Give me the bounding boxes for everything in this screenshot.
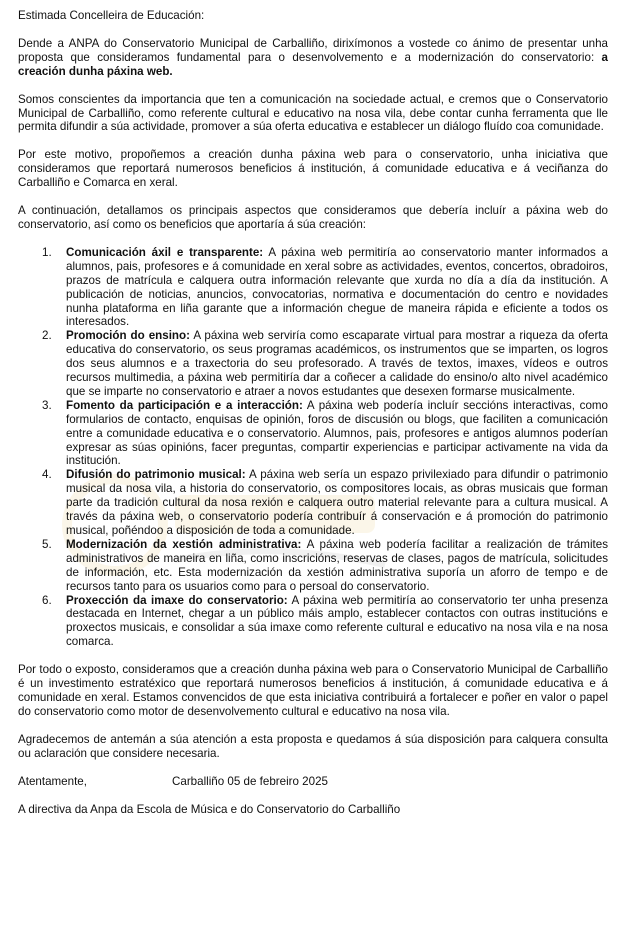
salutation: Estimada Concelleira de Educación: <box>18 9 205 22</box>
list-item <box>18 468 608 538</box>
item-text: A páxina web permitiría ao conservatorio ter unha presenza destacada en Internet, chegar a un público máis amplo, establecer contactos con outras institucións e proxectos musicais, e consolidar a súa imaxe como referente cultural e educativo na nosa vila e na nosa comarca. <box>66 593 609 649</box>
paragraph-5: Por todo o exposto, consideramos que a creación dunha páxina web para o Conservatorio Municipal de Carballiño é un investimento estratéxico que reportará numerosos beneficios á institución, á comunidade educativa e á comunidade en xeral. Estamos convencidos de que esta iniciativa contribuirá a fortalecer e poñer en valor o papel do conservatorio como motor de desenvolvemento cultural e educativo na nosa vila. <box>18 663 608 718</box>
letter-page <box>18 9 608 816</box>
item-number: 3. <box>42 398 52 412</box>
closing-row <box>18 775 608 789</box>
paragraph-6: Agradecemos de antemán a súa atención a esta proposta e quedamos á súa disposición para calquera consulta ou aclaración que considere necesaria. <box>18 732 608 760</box>
item-text: A páxina web podería facilitar a realización de trámites administrativos de maneira en liña, como inscricións, reservas de clases, pagos de matrícula, solicitudes de información, etc. Esta modernización da xestión administrativa suporía un aforro de tempo e de recursos tanto para os usuarios como para o persoal do conservatorio. <box>66 537 608 593</box>
list-item <box>18 399 608 469</box>
item-title: Modernización da xestión administrativa: <box>66 537 302 551</box>
item-text: A páxina web sería un espazo privilexiado para difundir o patrimonio musical da nosa vila, a historia do conservatorio, os compositores locais, as obras musicais que forman parte da tradición cultural da nosa rexión e calquera outro material relevante para a cultura musical. A través da páxina web, o conservatorio podería contribuír á conservación e á promoción do patrimonio musical, poñéndoo a disposición de toda a comunidade. <box>66 468 608 537</box>
list-item <box>18 329 608 399</box>
list-item <box>18 246 608 329</box>
item-number: 4. <box>42 468 52 482</box>
closing: Atentamente, <box>18 774 87 788</box>
item-title: Fomento da participación e a interacción: <box>66 398 303 412</box>
intro-text: Dende a ANPA do Conservatorio Municipal de Carballiño, dirixímonos a vostede co ánimo de presentar unha proposta que consideramos fundamental para o desenvolvemento e a modernización do conservatorio: <box>18 36 608 64</box>
paragraph-3: Por este motivo, propoñemos a creación dunha páxina web para o conservatorio, unha iniciativa que consideramos que reportará numerosos beneficios á institución, á comunidade educativa e á veciñanza do Carballiño e Comarca en xeral. <box>18 148 608 190</box>
paragraph-2: Somos conscientes da importancia que ten a comunicación na sociedade actual, e cremos que o Conservatorio Municipal de Carballiño, como referente cultural e educativo na nosa vila, debe contar cunha ferramenta que lle permita difundir a súa actividade, promover a súa oferta educativa e establecer un diálogo fluído coa comunidade. <box>18 92 608 134</box>
item-title: Proxección da imaxe do conservatorio: <box>66 593 288 607</box>
item-number: 5. <box>42 537 52 551</box>
place-date: Carballiño 05 de febreiro 2025 <box>172 774 328 788</box>
item-number: 1. <box>42 245 52 259</box>
item-text: A páxina web podería incluír seccións interactivas, como formularios de contacto, enquisas de opinión, foros de discusión ou blogs, que faciliten a comunicación entre a comunidade educativa e o conservatorio. Alumnos, pais, profesores e antigos alumnos poderían expresar as súas opinións, facer preguntas, compartir experiencias e participar activamente na vida da institución. <box>66 398 608 468</box>
benefits-list <box>18 246 608 649</box>
intro-bold: a creación dunha páxina web. <box>18 50 608 78</box>
intro-paragraph <box>18 37 608 79</box>
signature: A directiva da Anpa da Escola de Música e do Conservatorio do Carballiño <box>18 802 401 816</box>
list-item <box>18 594 608 650</box>
paragraph-4: A continuación, detallamos os principais aspectos que consideramos que debería incluír a páxina web do conservatorio, así como os beneficios que aportaría á súa creación: <box>18 204 608 231</box>
item-title: Comunicación áxil e transparente: <box>66 245 264 259</box>
item-number: 2. <box>42 329 52 343</box>
item-title: Difusión do patrimonio musical: <box>66 468 246 482</box>
item-title: Promoción do ensino: <box>66 329 190 343</box>
item-number: 6. <box>42 593 52 607</box>
list-item <box>18 538 608 594</box>
item-text: A páxina web serviría como escaparate virtual para mostrar a riqueza da oferta educativa do conservatorio, os seus programas académicos, os instrumentos que se imparten, os logros dos seus alumnos e a traxectoria do seu profesorado. A través de textos, imaxes, vídeos e outros recursos multimedia, a páxina web permitiría dar a coñecer a calidade do ensino/o alto nivel académico que se imparte no conservatorio e atraer a novos estudantes que desexen formarse musicalmente. <box>66 329 609 398</box>
item-text: A páxina web permitiría ao conservatorio manter informados a alumnos, pais, profesores e á comunidade en xeral sobre as actividades, eventos, concertos, obradoiros, prazos de matrícula e calquera outra información relevante que xurda no día a día da institución. A publicación de noticias, anuncios, convocatorias, normativa e documentación do centro e novidades nunha plataforma en liña garante que a información chegue de maneira rápida e eficiente a todos os interesados. <box>66 245 608 329</box>
